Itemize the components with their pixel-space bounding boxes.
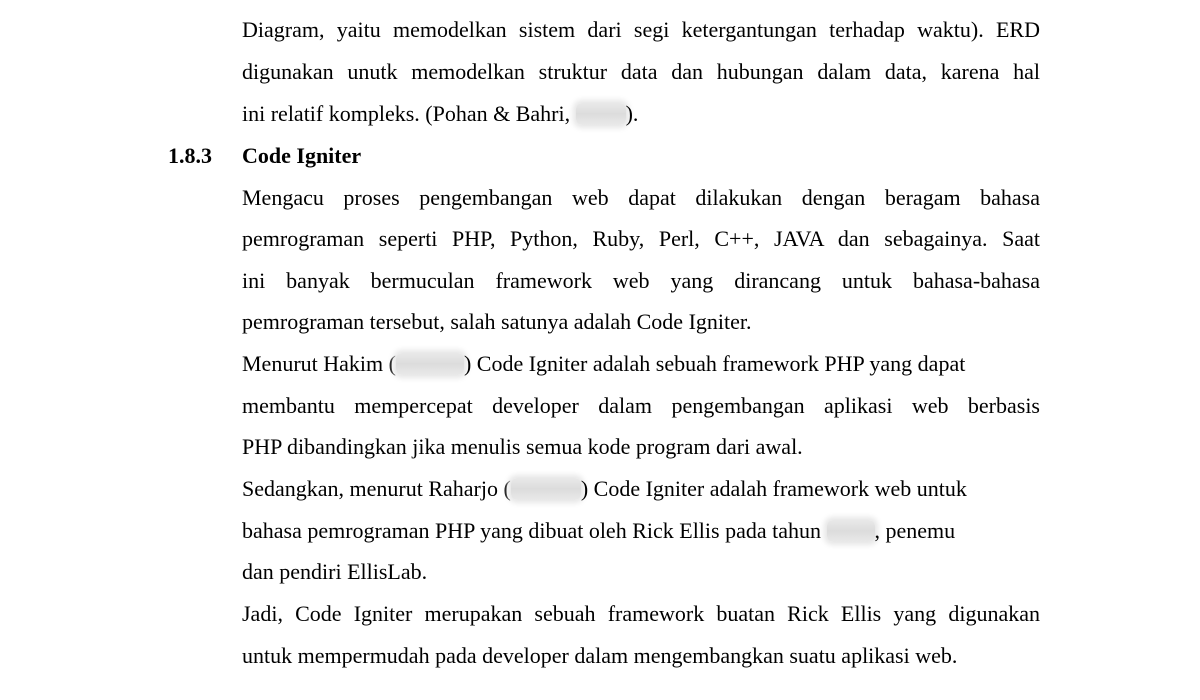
text-span: Sedangkan, menurut Raharjo ( — [242, 476, 511, 501]
para1-line-4 — [242, 307, 1040, 337]
erd-paragraph-line-1 — [242, 15, 1040, 45]
text-span: ini banyak bermuculan framework web yang dirancang untuk bahasa-bahasa — [242, 268, 1040, 293]
para3-line-3 — [242, 557, 1040, 587]
text-span: Menurut Hakim ( — [242, 351, 396, 376]
para3-line-1 — [242, 474, 1040, 504]
redacted-year — [827, 520, 875, 542]
text-span: bahasa pemrograman PHP yang dibuat oleh Rick Ellis pada tahun — [242, 518, 821, 543]
para1-line-1 — [242, 183, 1040, 213]
text-span: pemrograman seperti PHP, Python, Ruby, Perl, C++, JAVA dan sebagainya. Saat — [242, 226, 1040, 251]
text-span: ). — [625, 101, 639, 126]
text-span: Mengacu proses pengembangan web dapat dilakukan dengan beragam bahasa — [242, 185, 1040, 210]
para1-line-2 — [242, 224, 1040, 254]
section-number: 1.8.3 — [168, 143, 212, 168]
text-span: ) Code Igniter adalah framework web untuk — [580, 476, 967, 501]
text-span: dan pendiri EllisLab. — [242, 559, 428, 584]
section-title: Code Igniter — [242, 143, 362, 168]
text-span: Jadi, Code Igniter merupakan sebuah framework buatan Rick Ellis yang digunakan — [242, 601, 1040, 626]
text-span: pemrograman tersebut, salah satunya adalah Code Igniter. — [242, 309, 752, 334]
para2-line-2 — [242, 391, 1040, 421]
para4-line-1 — [242, 599, 1040, 629]
redacted-year — [511, 478, 581, 500]
clipped-top-line — [242, 0, 1040, 6]
redacted-year — [576, 103, 626, 125]
text-span: digunakan unutk memodelkan struktur data dan hubungan dalam data, karena hal — [242, 59, 1040, 84]
text-span: ) Code Igniter adalah sebuah framework PHP yang dapat — [463, 351, 966, 376]
text-span: PHP dibandingkan jika menulis semua kode program dari awal. — [242, 434, 803, 459]
erd-paragraph-line-3 — [242, 99, 1040, 129]
text-span: Diagram, yaitu memodelkan sistem dari segi ketergantungan terhadap waktu). ERD — [242, 17, 1040, 42]
para2-line-1 — [242, 349, 1040, 379]
para2-line-3 — [242, 432, 1040, 462]
text-span: untuk mempermudah pada developer dalam mengembangkan suatu aplikasi web. — [242, 643, 958, 668]
text-span: , penemu — [874, 518, 956, 543]
para1-line-3 — [242, 266, 1040, 296]
para3-line-2 — [242, 516, 1040, 546]
para4-line-2 — [242, 641, 1040, 671]
text-span: membantu mempercepat developer dalam pengembangan aplikasi web berbasis — [242, 393, 1040, 418]
redacted-year — [396, 353, 464, 375]
text-span: ini relatif kompleks. (Pohan & Bahri, — [242, 101, 571, 126]
erd-paragraph-line-2 — [242, 57, 1040, 87]
